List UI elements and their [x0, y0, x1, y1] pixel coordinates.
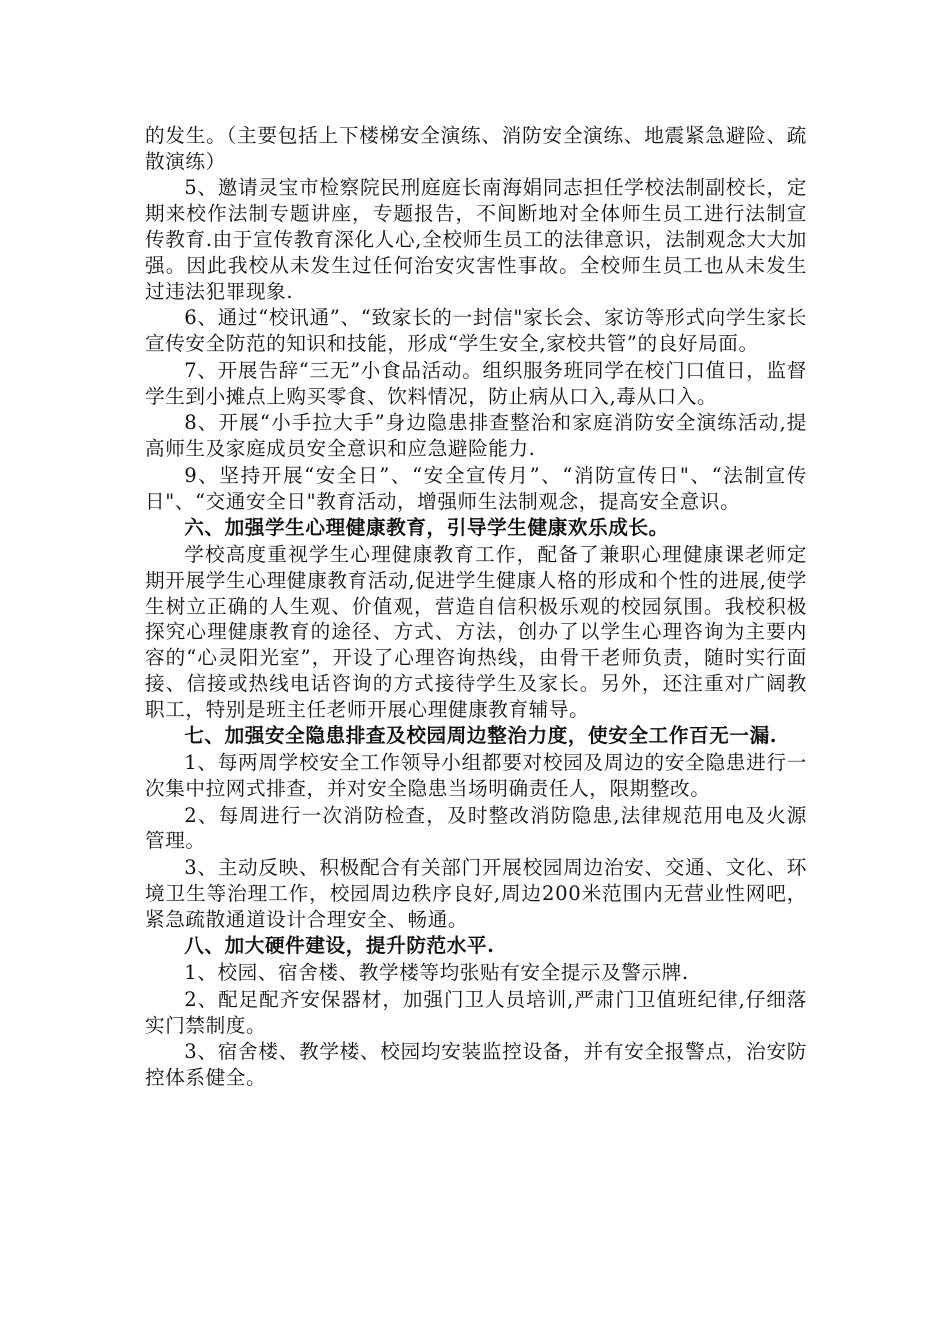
paragraph-item-5-legal-education: 5、邀请灵宝市检察院民刑庭庭长南海娟同志担任学校法制副校长，定期来校作法制专题讲座，专题报告，不间断地对全体师生员工进行法制宣传教育.由于宣传教育深化人心,全校师生员工的法律意识，法制观念大大加强。因此我校从未发生过任何治安灾害性事故。全校师生员工也从未发生过违法犯罪现象. [145, 176, 807, 303]
paragraph-item-2-fire-check: 2、每周进行一次消防检查，及时整改消防隐患,法律规范用电及火源管理。 [145, 803, 807, 853]
paragraph-continued-drills: 的发生。（主要包括上下楼梯安全演练、消防安全演练、地震紧急避险、疏散演练） [145, 124, 807, 173]
paragraph-item-2-security-equipment: 2、配足配齐安保器材，加强门卫人员培训,严肃门卫值班纪律,仔细落实门禁制度。 [145, 987, 807, 1037]
section-heading-8: 八、加大硬件建设，提升防范水平. [184, 934, 495, 958]
paragraph-item-1-inspection: 1、每两周学校安全工作领导小组都要对校园及周边的安全隐患进行一次集中拉网式排查，并对安全隐患当场明确责任人，限期整改。 [145, 751, 807, 800]
paragraph-mental-health: 学校高度重视学生心理健康教育工作，配备了兼职心理健康课老师定期开展学生心理健康教育活动,促进学生健康人格的形成和个性的进展,使学生树立正确的人生观、价值观，营造自信积极乐观的校园氛围。我校积极探究心理健康教育的途径、方式、方法，创办了以学生心理咨询为主要内容的“心灵阳光室”，开设了心理咨询热线，由骨干老师负责，随时实行面接、信接或热线电话咨询的方式接待学生及家长。另外，还注重对广阔教职工，特别是班主任老师开展心理健康教育辅导。 [145, 542, 807, 721]
section-heading-7: 七、加强安全隐患排查及校园周边整治力度，使安全工作百无一漏. [184, 724, 778, 748]
paragraph-item-3-monitoring: 3、宿舍楼、教学楼、校园均安装监控设备，并有安全报警点，治安防控体系健全。 [145, 1040, 807, 1090]
paragraph-item-3-surroundings: 3、主动反映、积极配合有关部门开展校园周边治安、交通、文化、环境卫生等治理工作，校园周边秩序良好,周边200米范围内无营业性网吧，紧急疏散通道设计合理安全、畅通。 [145, 856, 807, 931]
paragraph-item-1-signage: 1、校园、宿舍楼、教学楼等均张贴有安全提示及警示牌. [184, 961, 689, 985]
document-page [145, 123, 807, 1092]
paragraph-item-8-hazard-drills: 8、开展“小手拉大手”身边隐患排查整治和家庭消防安全演练活动,提高师生及家庭成员安全意识和应急避险能力. [145, 411, 807, 461]
paragraph-item-7-snack-campaign: 7、开展告辞“三无”小食品活动。组织服务班同学在校门口值日，监督学生到小摊点上购买零食、饮料情况，防止病从口入,毒从口入。 [145, 358, 807, 408]
paragraph-item-9-safety-days: 9、坚持开展“安全日”、“安全宣传月”、“消防宣传日"、“法制宣传日"、“交通安全日"教育活动，增强师生法制观念，提高安全意识。 [145, 463, 807, 513]
section-heading-6: 六、加强学生心理健康教育，引导学生健康欢乐成长。 [184, 516, 669, 540]
paragraph-item-6-parent-communication: 6、通过“校讯通”、“致家长的一封信"家长会、家访等形式向学生家长宣传安全防范的知识和技能，形成“学生安全,家校共管”的良好局面。 [145, 306, 807, 356]
